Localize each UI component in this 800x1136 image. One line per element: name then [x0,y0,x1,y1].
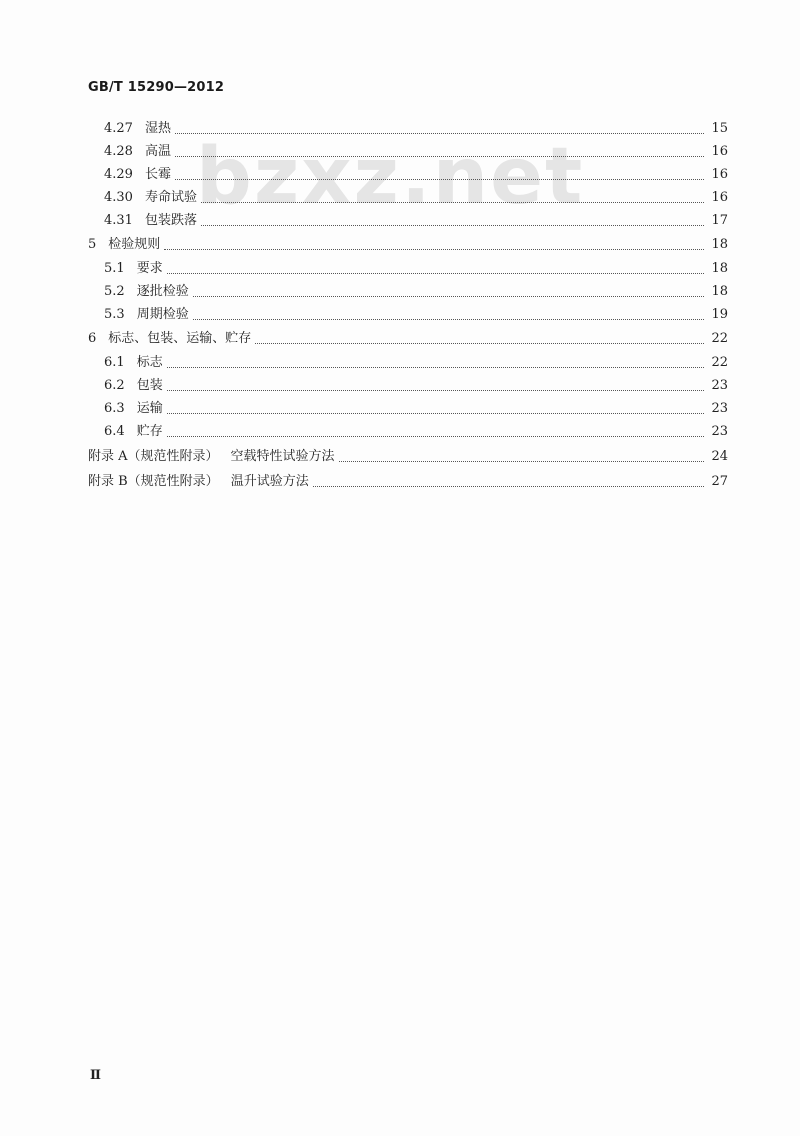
toc-entry-4-28[interactable] [0,143,728,161]
toc-entry-title: 标志、包装、运输、贮存 [108,331,252,346]
toc-entry-number: 4.29 [104,167,133,182]
toc-dot-leader [175,155,704,157]
toc-entry-page: 24 [711,449,728,464]
toc-entry-page: 17 [711,213,728,228]
toc-entry-page: 23 [711,424,728,439]
toc-entry-title: 包装跌落 [144,213,197,228]
toc-entry-number: 附录 A（规范性附录） [88,449,219,464]
toc-dot-leader [201,224,704,226]
toc-entry-title: 湿热 [144,121,171,136]
page-number: Ⅱ [90,1068,101,1083]
toc-entry-page: 16 [711,190,728,205]
toc-entry-6[interactable] [0,330,728,348]
toc-entry-page: 19 [711,307,728,322]
toc-entry-number: 6.1 [104,355,125,370]
toc-entry-title: 高温 [144,144,171,159]
toc-entry-number: 6.2 [104,378,125,393]
toc-entry-page: 22 [711,331,728,346]
toc-entry-page: 23 [711,401,728,416]
toc-entry-number: 6.4 [104,424,125,439]
toc-entry-number: 4.31 [104,213,133,228]
watermark: bzxz.net [196,132,585,222]
toc-entry-page: 27 [711,474,728,489]
toc-entry-number: 5.3 [104,307,125,322]
toc-dot-leader [201,201,704,203]
toc-entry-title: 温升试验方法 [230,474,309,489]
toc-dot-leader [175,132,704,134]
toc-dot-leader [167,412,704,414]
toc-entry-page: 16 [711,167,728,182]
toc-dot-leader [167,272,704,274]
toc-entry-6-2[interactable] [0,377,728,395]
toc-entry-number: 4.27 [104,121,133,136]
toc-entry-5[interactable] [0,236,728,254]
toc-entry-page: 18 [711,284,728,299]
toc-entry-appendix-b[interactable] [0,473,728,491]
toc-dot-leader [167,366,704,368]
toc-dot-leader [167,435,704,437]
toc-entry-title: 长霉 [144,167,171,182]
toc-entry-page: 18 [711,261,728,276]
toc-entry-number: 6.3 [104,401,125,416]
toc-entry-appendix-a[interactable] [0,448,728,466]
toc-entry-title: 检验规则 [108,237,161,252]
toc-entry-title: 逐批检验 [136,284,189,299]
toc-entry-title: 周期检验 [136,307,189,322]
toc-entry-page: 15 [711,121,728,136]
toc-entry-title: 空载特性试验方法 [230,449,335,464]
toc-entry-number: 5.1 [104,261,125,276]
toc-dot-leader [193,318,704,320]
toc-entry-6-3[interactable] [0,400,728,418]
toc-entry-page: 23 [711,378,728,393]
toc-entry-page: 16 [711,144,728,159]
toc-entry-4-29[interactable] [0,166,728,184]
toc-entry-5-1[interactable] [0,260,728,278]
toc-entry-6-1[interactable] [0,354,728,372]
toc-entry-title: 贮存 [136,424,163,439]
toc-entry-4-27[interactable] [0,120,728,138]
toc-entry-6-4[interactable] [0,423,728,441]
toc-dot-leader [339,460,704,462]
toc-entry-number: 4.30 [104,190,133,205]
toc-dot-leader [255,342,704,344]
toc-entry-number: 5.2 [104,284,125,299]
toc-entry-number: 附录 B（规范性附录） [88,474,219,489]
toc-entry-number: 6 [88,331,97,346]
standard-code-header: GB/T 15290—2012 [88,80,225,95]
toc-entry-5-2[interactable] [0,283,728,301]
toc-entry-title: 包装 [136,378,163,393]
toc-entry-5-3[interactable] [0,306,728,324]
toc-dot-leader [175,178,704,180]
toc-entry-title: 寿命试验 [144,190,197,205]
toc-entry-page: 18 [711,237,728,252]
toc-dot-leader [313,485,704,487]
toc-entry-title: 要求 [136,261,163,276]
toc-entry-4-30[interactable] [0,189,728,207]
toc-dot-leader [193,295,704,297]
toc-dot-leader [167,389,704,391]
toc-entry-number: 4.28 [104,144,133,159]
toc-entry-title: 标志 [136,355,163,370]
toc-entry-page: 22 [711,355,728,370]
toc-entry-number: 5 [88,237,97,252]
toc-entry-title: 运输 [136,401,163,416]
toc-entry-4-31[interactable] [0,212,728,230]
toc-dot-leader [164,248,704,250]
